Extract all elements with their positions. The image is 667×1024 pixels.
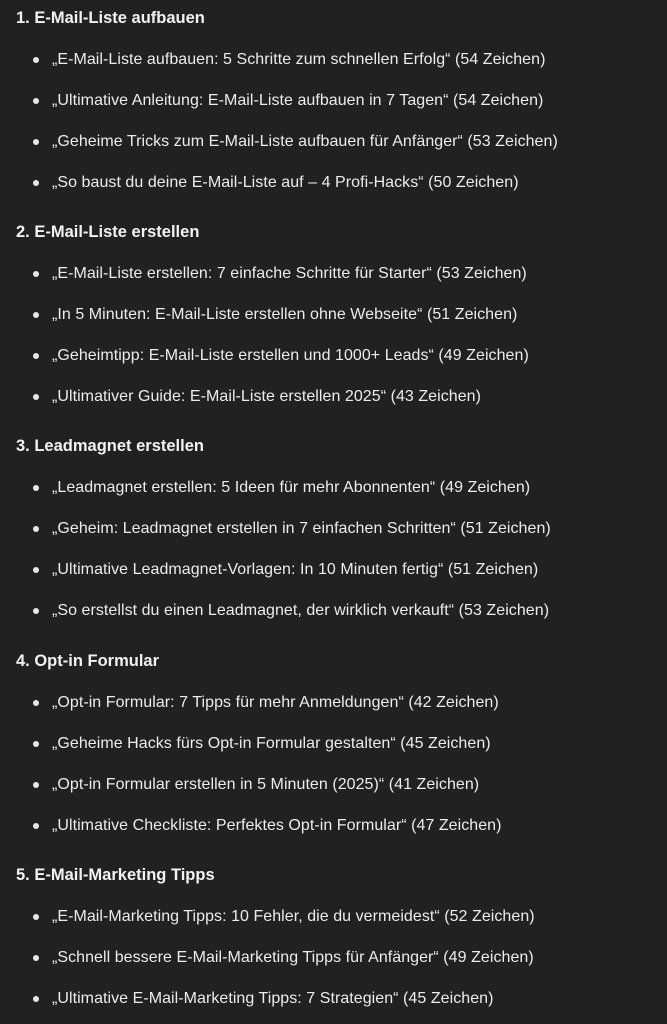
bullet-icon [33, 608, 39, 614]
list-item-text: „So erstellst du einen Leadmagnet, der wirklich verkauft“ (53 Zeichen) [52, 602, 550, 619]
list-item [0, 131, 667, 153]
list-item-text: „Ultimative Checkliste: Perfektes Opt-in Formular“ (47 Zeichen) [52, 817, 502, 834]
list-item [0, 49, 667, 71]
bullet-icon [33, 782, 39, 788]
section-heading-2: 2. E-Mail-Liste erstellen [16, 223, 200, 241]
list-item [0, 263, 667, 285]
list-item [0, 559, 667, 581]
list-item-text: „Leadmagnet erstellen: 5 Ideen für mehr Abonnenten“ (49 Zeichen) [52, 479, 531, 496]
bullet-icon [33, 741, 39, 747]
bullet-icon [33, 996, 39, 1002]
list-item-text: „Geheime Tricks zum E-Mail-Liste aufbauen für Anfänger“ (53 Zeichen) [52, 133, 558, 150]
bullet-icon [33, 139, 39, 145]
section-heading-4: 4. Opt-in Formular [16, 652, 160, 670]
list-item-text: „Ultimative Leadmagnet-Vorlagen: In 10 Minuten fertig“ (51 Zeichen) [52, 561, 539, 578]
section-heading-1: 1. E-Mail-Liste aufbauen [16, 9, 205, 27]
list-item [0, 692, 667, 714]
list-item-text: „E-Mail-Liste erstellen: 7 einfache Schritte für Starter“ (53 Zeichen) [52, 265, 527, 282]
list-item [0, 947, 667, 969]
list-item [0, 345, 667, 367]
bullet-icon [33, 394, 39, 400]
list-item-text: „Ultimative Anleitung: E-Mail-Liste aufbauen in 7 Tagen“ (54 Zeichen) [52, 92, 544, 109]
list-item-text: „Opt-in Formular erstellen in 5 Minuten (2025)“ (41 Zeichen) [52, 776, 480, 793]
list-item-text: „Geheime Hacks fürs Opt-in Formular gestalten“ (45 Zeichen) [52, 735, 491, 752]
bullet-icon [33, 823, 39, 829]
bullet-icon [33, 526, 39, 532]
list-item [0, 815, 667, 837]
bullet-icon [33, 353, 39, 359]
list-item-text: „Ultimativer Guide: E-Mail-Liste erstellen 2025“ (43 Zeichen) [52, 388, 481, 405]
bullet-icon [33, 485, 39, 491]
bullet-icon [33, 312, 39, 318]
section-heading-5: 5. E-Mail-Marketing Tipps [16, 866, 215, 884]
list-item [0, 172, 667, 194]
list-item-text: „E-Mail-Marketing Tipps: 10 Fehler, die du vermeidest“ (52 Zeichen) [52, 908, 535, 925]
list-item [0, 90, 667, 112]
list-item [0, 906, 667, 928]
list-item [0, 518, 667, 540]
list-item-text: „Schnell bessere E-Mail-Marketing Tipps für Anfänger“ (49 Zeichen) [52, 949, 534, 966]
bullet-icon [33, 271, 39, 277]
bullet-icon [33, 700, 39, 706]
list-item-text: „Ultimative E-Mail-Marketing Tipps: 7 Strategien“ (45 Zeichen) [52, 990, 494, 1007]
list-item-text: „E-Mail-Liste aufbauen: 5 Schritte zum schnellen Erfolg“ (54 Zeichen) [52, 51, 546, 68]
list-item-text: „Opt-in Formular: 7 Tipps für mehr Anmeldungen“ (42 Zeichen) [52, 694, 499, 711]
list-item [0, 304, 667, 326]
bullet-icon [33, 57, 39, 63]
list-item [0, 774, 667, 796]
list-item [0, 600, 667, 622]
bullet-icon [33, 98, 39, 104]
list-item-text: „In 5 Minuten: E-Mail-Liste erstellen ohne Webseite“ (51 Zeichen) [52, 306, 518, 323]
section-heading-3: 3. Leadmagnet erstellen [16, 437, 204, 455]
bullet-icon [33, 567, 39, 573]
list-item [0, 477, 667, 499]
list-item [0, 733, 667, 755]
bullet-icon [33, 180, 39, 186]
list-item [0, 386, 667, 408]
list-item-text: „Geheim: Leadmagnet erstellen in 7 einfachen Schritten“ (51 Zeichen) [52, 520, 551, 537]
bullet-icon [33, 955, 39, 961]
list-item [0, 988, 667, 1010]
list-item-text: „So baust du deine E-Mail-Liste auf – 4 Profi-Hacks“ (50 Zeichen) [52, 174, 519, 191]
bullet-icon [33, 914, 39, 920]
list-item-text: „Geheimtipp: E-Mail-Liste erstellen und 1000+ Leads“ (49 Zeichen) [52, 347, 529, 364]
